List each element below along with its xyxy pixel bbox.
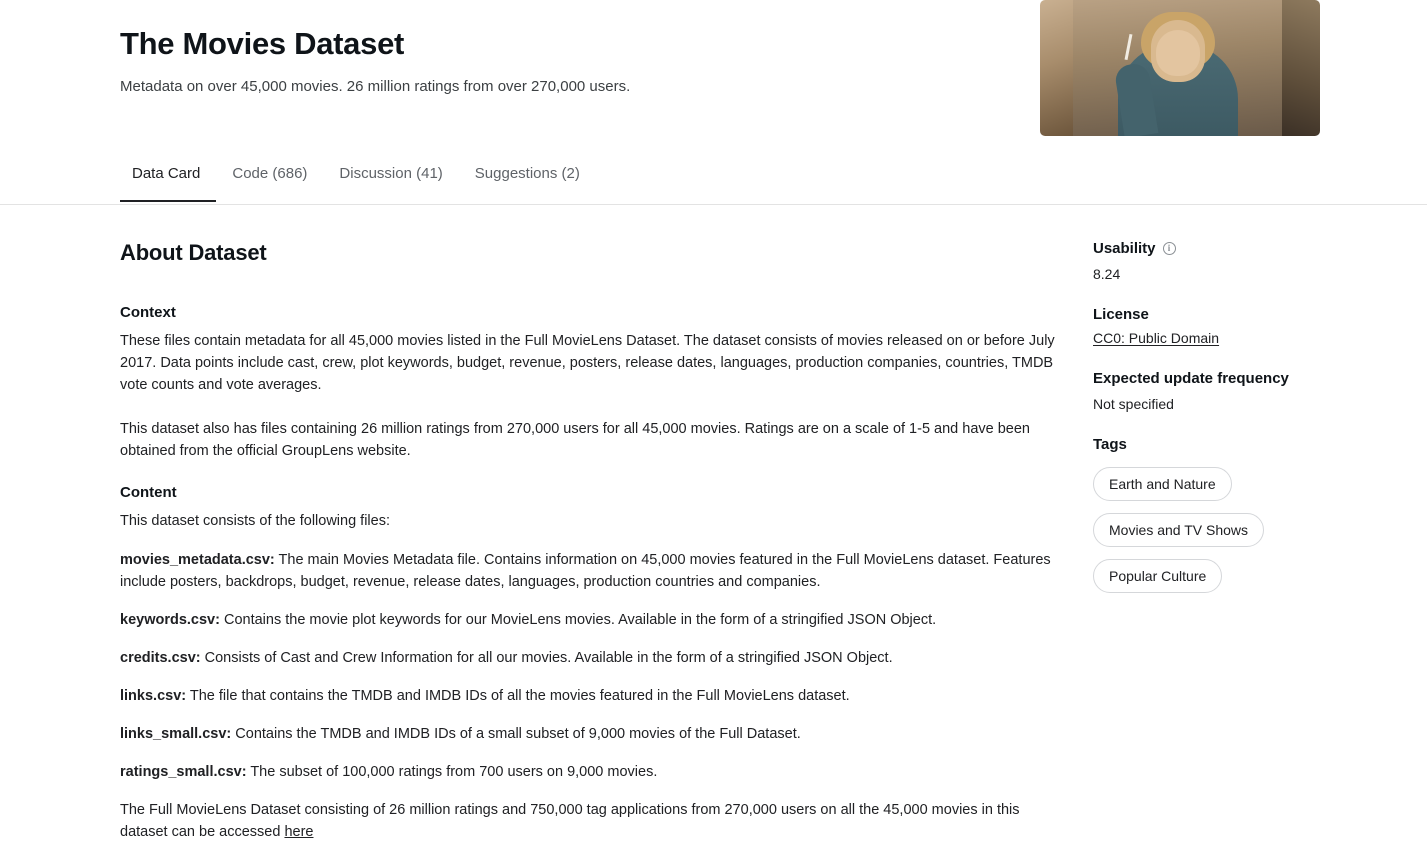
license-label: License [1093,306,1149,323]
file-name: links_small.csv: [120,726,232,742]
about-dataset-section [120,206,1070,860]
update-frequency-block [1093,370,1373,414]
cover-figure-face [1156,30,1200,76]
tag-list [1093,467,1373,513]
content-heading: Content [120,484,177,501]
file-description: The subset of 100,000 ratings from 700 users on 9,000 movies. [246,764,658,780]
file-name: links.csv: [120,688,187,704]
update-frequency-label: Expected update frequency [1093,370,1289,387]
closing-text: The Full MovieLens Dataset consisting of 26 million ratings and 750,000 tag applications from 270,000 users on all the 45,000 movies in this dataset can be accessed [120,802,1020,840]
tag-chip[interactable]: Popular Culture [1093,559,1222,593]
page-body [0,206,1427,860]
file-entry [120,723,1070,745]
cover-figure-cigarette [1125,34,1133,60]
file-name: credits.csv: [120,650,201,666]
tag-chip[interactable]: Movies and TV Shows [1093,513,1264,547]
page-title: The Movies Dataset [120,26,405,61]
tab-divider [0,204,1427,205]
file-entry [120,647,1070,669]
dataset-sidebar [1093,206,1373,627]
tab-data-card[interactable]: Data Card [120,164,216,202]
page-subtitle: Metadata on over 45,000 movies. 26 million ratings from over 270,000 users. [120,78,631,95]
dataset-cover-image [1040,0,1320,136]
context-heading: Context [120,304,176,321]
tag-chip[interactable]: Earth and Nature [1093,467,1232,501]
file-entry [120,609,1070,631]
usability-label-row [1093,240,1373,257]
usability-label: Usability [1093,240,1156,257]
info-icon[interactable]: i [1163,242,1176,255]
tags-label: Tags [1093,436,1127,453]
file-entry [120,685,1070,707]
file-name: movies_metadata.csv: [120,552,275,568]
license-block [1093,306,1373,348]
file-description: Contains the TMDB and IMDB IDs of a small subset of 9,000 movies of the Full Dataset. [231,726,801,742]
tab-suggestions[interactable]: Suggestions (2) [474,165,580,182]
update-frequency-value: Not specified [1093,396,1174,412]
file-description: The main Movies Metadata file. Contains information on 45,000 movies featured in the Full MovieLens dataset. Features include posters, backdrops, budget, revenue, release dates, languages, production countries and companies. [120,552,1051,590]
cover-left-panel [1040,0,1073,136]
tags-block [1093,436,1373,605]
file-description: The file that contains the TMDB and IMDB IDs of all the movies featured in the Full MovieLens dataset. [186,688,850,704]
about-heading: About Dataset [120,240,267,265]
file-name: keywords.csv: [120,612,220,628]
file-entry [120,549,1070,593]
context-paragraph-2: This dataset also has files containing 26 million ratings from 270,000 users for all 45,000 movies. Ratings are on a scale of 1-5 and have been obtained from the official GroupLens website. [120,421,1030,459]
cover-right-panel [1282,0,1320,136]
tag-list [1093,513,1373,559]
context-paragraph-1: These files contain metadata for all 45,000 movies listed in the Full MovieLens Dataset. The dataset consists of movies released on or before July 2017. Data points include cast, crew, plot keywords, budget, revenue, posters, release dates, languages, production companies, countries, TMDB vote counts and vote averages. [120,333,1055,393]
file-name: ratings_small.csv: [120,764,247,780]
file-description: Consists of Cast and Crew Information for all our movies. Available in the form of a stringified JSON Object. [200,650,893,666]
usability-score: 8.24 [1093,266,1121,282]
tab-code[interactable]: Code (686) [232,165,308,182]
usability-block [1093,240,1373,284]
closing-paragraph [120,799,1065,843]
tab-discussion[interactable]: Discussion (41) [339,165,443,182]
here-link[interactable]: here [284,824,314,840]
content-intro: This dataset consists of the following files: [120,513,390,529]
file-entry [120,761,1070,783]
tag-list [1093,559,1373,605]
file-description: Contains the movie plot keywords for our MovieLens movies. Available in the form of a stringified JSON Object. [219,612,937,628]
cover-center-panel [1073,0,1282,136]
tab-bar [120,164,596,202]
license-link[interactable]: CC0: Public Domain [1093,330,1220,346]
